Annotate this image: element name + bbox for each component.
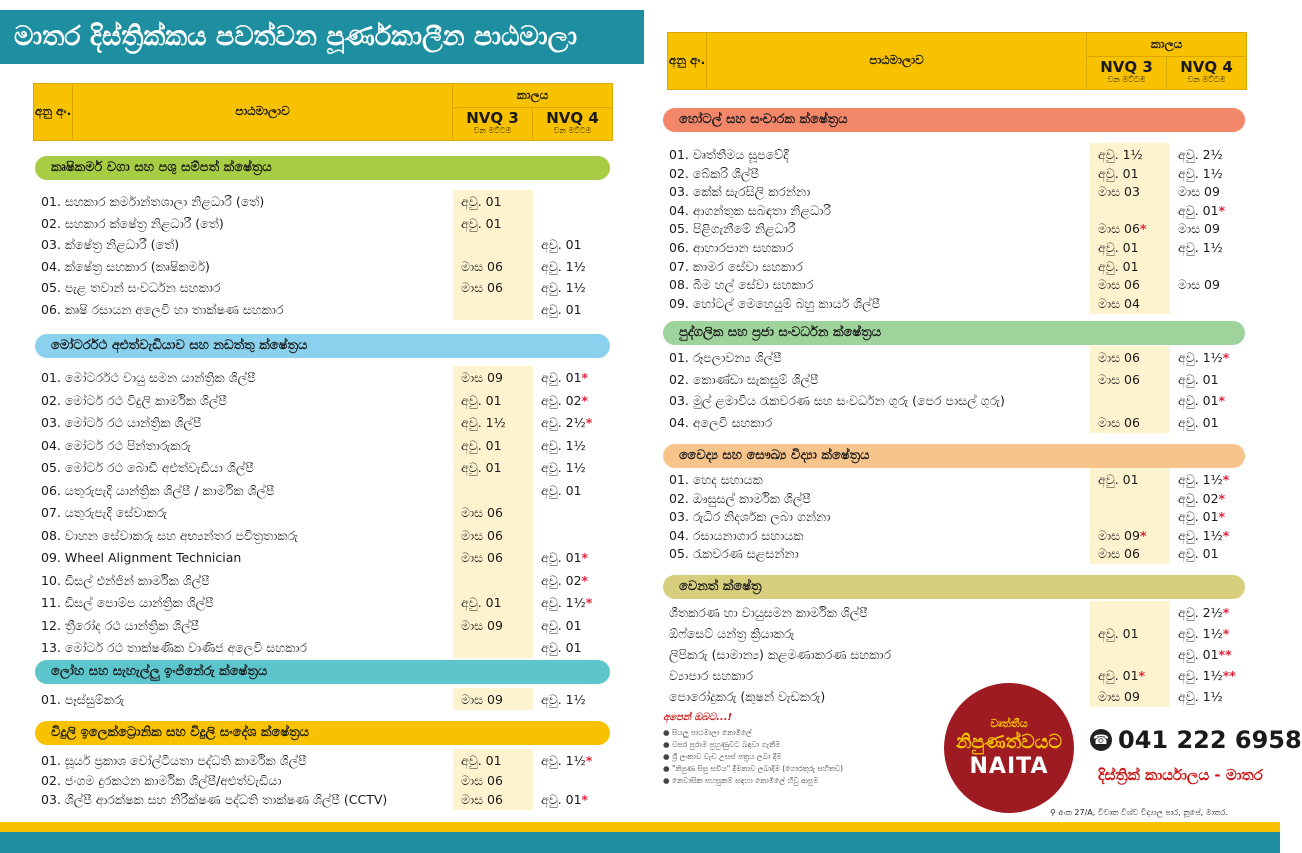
nvq3-duration: අවු. 01 xyxy=(461,437,502,453)
asterisk-mark: * xyxy=(1139,221,1147,237)
course-row xyxy=(669,294,1251,314)
course-name: 04. මෝටර් රථ පින්තාරුකරු xyxy=(41,437,191,453)
course-name: 09. හෝටල් මෙහෙයුම් බහු කාර්ය ශිල්පී xyxy=(669,295,881,311)
nvq3-duration: මාස 06 xyxy=(461,792,503,807)
course-row xyxy=(41,593,616,613)
nvq3-duration: මාස 06 xyxy=(1098,350,1140,365)
asterisk-mark: * xyxy=(581,370,589,385)
course-row xyxy=(41,571,616,591)
course-row xyxy=(669,624,1251,644)
nvq4-duration: අවු. 01* xyxy=(1178,202,1226,218)
nvq4-duration: අවු. 1½ xyxy=(541,280,586,295)
course-name: 05. පිළිගැනීමේ නිළධාරී xyxy=(669,221,796,237)
nvq3-duration: මාස 09 xyxy=(461,370,503,385)
nvq4-duration: අවු. 01* xyxy=(1178,509,1226,524)
nvq3-duration: අවු. 01 xyxy=(461,753,502,768)
header-nvq4: NVQ 4 වන මට්ටම xyxy=(532,108,612,140)
course-name: 01. පෑස්සුම්කරු xyxy=(41,692,125,707)
course-row xyxy=(41,690,616,710)
header-num: අනු අං. xyxy=(34,104,72,119)
course-row xyxy=(41,751,616,771)
nvq4-duration: අවු. 01 xyxy=(541,640,582,655)
asterisk-mark: * xyxy=(1222,527,1230,543)
header-period: කාලය xyxy=(1086,33,1246,57)
nvq4-duration: මාස 09 xyxy=(1178,221,1220,237)
asterisk-mark: * xyxy=(1218,393,1226,408)
nvq4-duration: අවු. 01* xyxy=(1178,393,1226,408)
course-name: 01. හෙද සහායක xyxy=(669,472,763,487)
badge-line2: නිපුණත්වයට xyxy=(955,731,1063,754)
nvq3-duration: මාස 09 xyxy=(461,692,503,707)
course-row xyxy=(669,470,1251,490)
course-row xyxy=(669,489,1251,509)
nvq3-duration: මාස 06 xyxy=(461,280,503,295)
course-name: 03. රුධිර නිදර්ශක ලබා ගන්නා xyxy=(669,509,831,524)
section-heading: පුද්ගලික සහ ප්‍රජා සංවර්ධන ක්ෂේත්‍රය xyxy=(663,321,1245,345)
course-name: ව්‍යාපාර සහකාර xyxy=(669,668,754,683)
nvq4-duration: අවු. 01 xyxy=(541,301,582,317)
nvq3-duration: අවු. 01 xyxy=(461,460,502,475)
course-name: 08. වාහන සේවාකරු සහ අභ්‍යන්තර පවිත්‍රතාකරු xyxy=(41,527,298,543)
nvq3-duration: අවු. 01* xyxy=(1098,668,1146,683)
course-row xyxy=(41,214,616,234)
course-row xyxy=(669,275,1251,295)
course-row xyxy=(669,238,1251,258)
course-row xyxy=(669,257,1251,277)
course-row xyxy=(669,645,1251,665)
benefits-note xyxy=(663,712,963,787)
nvq3-duration: අවු. 01 xyxy=(1098,258,1139,274)
nvq3-duration: මාස 06 xyxy=(461,772,503,788)
header-course: පාඨමාලාව xyxy=(72,84,452,140)
course-name: ඕෆ්සෙට් යන්ත්‍ර ක්‍රියාකරු xyxy=(669,626,795,641)
nvq4-duration: අවු. 02* xyxy=(541,572,589,588)
nvq3-duration: මාස 04 xyxy=(1098,295,1140,311)
course-row xyxy=(669,370,1251,390)
course-row xyxy=(669,666,1251,686)
course-name: 01. සහකාර කර්මාන්තශාලා නිළධාරී (තේ) xyxy=(41,194,265,209)
course-row xyxy=(669,145,1251,165)
course-row xyxy=(669,164,1251,184)
table-header-right xyxy=(667,32,1247,90)
nvq4-duration: අවු. 01 xyxy=(541,617,582,633)
nvq4-duration: අවු. 1½ xyxy=(541,692,586,707)
course-name: 03. මෝටර් රථ යාන්ත්‍රික ශිල්පී xyxy=(41,415,202,430)
course-row xyxy=(41,771,616,791)
course-name: 07. යතුරුපැදි සේවාකරු xyxy=(41,505,168,520)
course-row xyxy=(669,507,1251,527)
asterisk-mark: * xyxy=(1222,626,1230,641)
course-name: 04. ආගන්තුක සබඳතා නිළධාරී xyxy=(669,202,831,218)
section-heading: මෝටර්රථ අළුත්වැඩියාව සහ නඩත්තු ක්ෂේත්‍රය xyxy=(35,334,610,358)
nvq4-duration: අවු. 01 xyxy=(541,482,582,498)
course-row xyxy=(41,616,616,636)
nvq4-duration: අවු. 1½ xyxy=(541,460,586,475)
address: ⚲ අංක 27/A, විවෘත විශ්ව විද්‍යාල පාර, නූපේ, මාතර. xyxy=(1050,808,1229,817)
nvq4-duration: අවු. 1½* xyxy=(541,753,593,768)
course-row xyxy=(669,544,1251,564)
nvq4-duration: අවු. 1½ xyxy=(541,437,586,453)
course-name: 05. රැකවරණ සළසන්නා xyxy=(669,546,799,561)
nvq3-duration: මාස 09* xyxy=(1098,527,1147,543)
course-row xyxy=(41,503,616,523)
header-nvq3: NVQ 3 වන මට්ටම xyxy=(1086,57,1166,89)
course-name: 01. වෘත්තීමය සූපවේදී xyxy=(669,147,789,162)
course-row xyxy=(41,235,616,255)
nvq3-duration: මාස 06 xyxy=(1098,277,1140,293)
course-name: 02. කොණ්ඩා සැකසුම් ශිල්පී xyxy=(669,371,819,387)
course-name: 06. ආහාරපාන සහකාර xyxy=(669,240,794,255)
benefit-item: ● වසර පුරාම පුහුණුවට බඳවා ගැනීම xyxy=(663,740,781,749)
course-name: 02. බේකරි ශිල්පී xyxy=(669,165,759,181)
course-name: 04. ක්ෂේත්‍ර සහකාර (කෘෂිකර්ම) xyxy=(41,258,210,274)
nvq4-duration: අවු. 1½ xyxy=(1178,165,1223,181)
nvq3-duration: මාස 06 xyxy=(1098,371,1140,387)
course-row xyxy=(41,458,616,478)
course-row xyxy=(669,413,1251,433)
benefit-item: ● නෙවාසික පහසුකම් සඳහා නොමිලේ හිවු ආපුම xyxy=(663,776,819,785)
course-row xyxy=(669,219,1251,239)
nvq3-duration: මාස 06 xyxy=(461,505,503,520)
benefits-heading: අපෙන් ඔබට...! xyxy=(663,712,733,723)
header-period: කාලය xyxy=(452,84,612,108)
nvq4-duration: අවු. 1½* xyxy=(1178,350,1230,365)
section-heading: වෛද්‍ය සහ සෞඛ්‍ය විද්‍යා ක්ෂේත්‍රය xyxy=(663,444,1245,468)
course-name: 05. මෝටර් රථ බොඩි අළුත්වැඩියා ශිල්පී xyxy=(41,460,254,475)
nvq4-duration: අවු. 1½* xyxy=(1178,472,1230,487)
course-name: 08. බීම හල් සේවා සහකාර xyxy=(669,277,814,293)
course-name: 04. අලෙවි සහකාර xyxy=(669,414,773,430)
nvq3-duration: අවු. 01 xyxy=(461,392,502,408)
nvq3-duration: මාස 06 xyxy=(461,527,503,543)
course-row xyxy=(669,348,1251,368)
course-row xyxy=(41,548,616,568)
page-title: මාතර දිස්ත්‍රික්කය පවත්වන පූර්ණකාලීන පාඨමාලා xyxy=(0,10,644,64)
nvq4-duration: අවු. 01 xyxy=(1178,414,1219,430)
nvq3-duration: මාස 09 xyxy=(1098,689,1140,704)
nvq4-duration: අවු. 1½ xyxy=(1178,689,1223,704)
course-row xyxy=(41,257,616,277)
nvq3-duration: මාස 03 xyxy=(1098,184,1140,200)
asterisk-mark: * xyxy=(581,792,589,807)
phone-icon: ☎ xyxy=(1090,729,1112,751)
section-heading: කෘෂිකර්ම වගා සහ පශු සම්පත් ක්ෂේත්‍රය xyxy=(35,156,610,180)
course-row xyxy=(41,278,616,298)
section-heading: හෝටල් සහ සංචාරක ක්ෂේත්‍රය xyxy=(663,108,1245,132)
nvq4-duration: අවු. 1½* xyxy=(1178,626,1230,641)
course-row xyxy=(41,391,616,411)
nvq4-duration: අවු. 01* xyxy=(541,792,589,807)
course-name: 03. ශිල්පී ආරක්ෂක සහ නිරීක්ෂණ පද්ධති තාක්ෂණ ශිල්පී (CCTV) xyxy=(41,792,388,807)
course-name: 02. මෝටර් රථ විදුලි කාර්මික ශිල්පී xyxy=(41,392,227,408)
asterisk-mark: * xyxy=(585,595,593,610)
header-nvq4: NVQ 4 වන මට්ටම xyxy=(1166,57,1246,89)
nvq4-duration: අවු. 1½* xyxy=(1178,527,1230,543)
course-name: 06. යතුරුපැදි යාන්ත්‍රික ශිල්පී / කාර්මික ශිල්පී xyxy=(41,482,275,498)
asterisk-mark: ** xyxy=(1218,647,1232,662)
nvq4-duration: අවු. 2½ xyxy=(1178,147,1223,162)
course-name: 09. Wheel Alignment Technician xyxy=(41,550,242,565)
course-name: 02. ජංගම දුරකථන කාර්මික ශිල්පී/අළුත්වැඩියා xyxy=(41,772,282,788)
asterisk-mark: * xyxy=(585,753,593,768)
nvq3-duration: අවු. 1½ xyxy=(461,415,506,430)
course-name: 07. කාමර සේවා සහකාර xyxy=(669,258,803,274)
nvq3-duration: මාස 06 xyxy=(1098,414,1140,430)
course-name: 01. සූර්ය ප්‍රකාශ වෝල්ටීයතා පද්ධති කාර්මික ශිල්පී xyxy=(41,753,307,768)
asterisk-mark: ** xyxy=(1222,668,1236,683)
nvq4-duration: මාස 09 xyxy=(1178,277,1220,293)
course-row xyxy=(41,790,616,810)
course-name: 01. මෝටර්රථ වායු සමන යාන්ත්‍රික ශිල්පී xyxy=(41,370,256,385)
section-heading: වෙනත් ක්ෂේත්‍ර xyxy=(663,575,1245,599)
asterisk-mark: * xyxy=(585,415,593,430)
course-name: 11. ඩීසල් පොම්ප යාන්ත්‍රික ශිල්පී xyxy=(41,595,214,610)
nvq3-duration: අවු. 01 xyxy=(461,194,502,209)
course-name: 03. කේක් සැරසිලි කරන්නා xyxy=(669,184,811,200)
nvq3-duration: මාස 06 xyxy=(1098,546,1140,561)
asterisk-mark: * xyxy=(1138,668,1146,683)
asterisk-mark: * xyxy=(581,572,589,588)
naita-badge xyxy=(944,683,1074,813)
course-name: 04. රසායනාගාර සහායක xyxy=(669,527,804,543)
course-name: 06. කෘෂි රසායන අලෙවි හා තාක්ෂණ සහකාර xyxy=(41,301,284,317)
course-row xyxy=(669,201,1251,221)
benefit-item: ● ශ්‍රී ලංකාව වැඩ උසස් පත්‍රය ලබා දීම xyxy=(663,752,782,761)
nvq4-duration: අවු. 1½* xyxy=(541,595,593,610)
course-row xyxy=(41,368,616,388)
phone-number[interactable] xyxy=(1090,726,1302,754)
asterisk-mark: * xyxy=(1218,509,1226,524)
phone-text: 041 222 6958 xyxy=(1118,726,1302,754)
nvq4-duration: අවු. 02* xyxy=(541,392,589,408)
benefit-item: ● "නිපුණ සිසු සවිය" දීමනාව ලබාදීම (ගොරතුරු සහිතව) xyxy=(663,764,844,773)
nvq4-duration: අවු. 01 xyxy=(1178,371,1219,387)
nvq4-duration: අවු. 01 xyxy=(1178,546,1219,561)
nvq4-duration: අවු. 1½ xyxy=(541,258,586,274)
badge-logo-text: NAITA xyxy=(969,753,1049,779)
header-num: අනු අං. xyxy=(668,53,706,68)
asterisk-mark: * xyxy=(1218,202,1226,218)
nvq4-duration: අවු. 2½* xyxy=(1178,605,1230,620)
asterisk-mark: * xyxy=(581,392,589,408)
course-row xyxy=(669,391,1251,411)
course-row xyxy=(41,436,616,456)
nvq4-duration: අවු. 01* xyxy=(541,370,589,385)
course-row xyxy=(669,182,1251,202)
nvq4-duration: අවු. 1½ xyxy=(1178,240,1223,255)
course-name: 03. මුල් ළමාවිය රැකවරණ සහ සංවර්ධන ගුරු (පෙර පාසල් ගුරු) xyxy=(669,393,1005,408)
table-header-left xyxy=(33,83,613,141)
course-name: පොරෝදුකරු (කුෂන් වැඩකරු) xyxy=(669,689,826,704)
course-row xyxy=(41,526,616,546)
course-name: ශීතකරණ හා වායුසමන කාර්මික ශිල්පී xyxy=(669,605,868,620)
section-heading: විදුලි ඉලෙක්ට්‍රොනික සහ විදුලි සංදේශ ක්ෂේත්‍රය xyxy=(35,721,610,745)
course-row xyxy=(669,603,1251,623)
office-name: දිස්ත්‍රික් කාර්යාලය - මාතර xyxy=(1098,766,1263,784)
course-name: 02. සහකාර ක්ෂේත්‍ර නිළධාරී (තේ) xyxy=(41,215,224,231)
asterisk-mark: * xyxy=(1222,472,1230,487)
course-name: 10. ඩීසල් එන්ජින් කාර්මික ශිල්පී xyxy=(41,572,210,588)
nvq4-duration: මාස 09 xyxy=(1178,184,1220,200)
nvq3-duration: මාස 06* xyxy=(1098,221,1147,237)
course-row xyxy=(41,413,616,433)
nvq3-duration: අවු. 01 xyxy=(1098,626,1139,641)
nvq3-duration: අවු. 01 xyxy=(1098,165,1139,181)
section-heading: ලෝහ සහ සැහැල්ලු ඉංජිනේරු ක්ෂේත්‍රය xyxy=(35,660,610,684)
nvq3-duration: අවු. 01 xyxy=(461,595,502,610)
nvq3-duration: අවු. 1½ xyxy=(1098,147,1143,162)
course-row xyxy=(41,300,616,320)
nvq3-duration: මාස 06 xyxy=(461,550,503,565)
nvq3-duration: මාස 06 xyxy=(461,258,503,274)
badge-line1: වෘත්තීය xyxy=(990,717,1028,731)
course-name: 12. ත්‍රීරෝද රථ යාන්ත්‍රික ශිල්පී xyxy=(41,617,200,633)
course-name: ලිපිකරු (සාමාන්‍ය) කළමණාකරණ සහකාර xyxy=(669,647,892,662)
nvq3-duration: අවු. 01 xyxy=(1098,472,1139,487)
course-name: 13. මෝටර් රථ තාක්ෂණික වාණිජ අලෙවි සහකාර xyxy=(41,640,307,655)
asterisk-mark: * xyxy=(1218,490,1226,506)
course-row xyxy=(41,192,616,212)
header-nvq3: NVQ 3 වන මට්ටම xyxy=(452,108,532,140)
nvq3-duration: අවු. 01 xyxy=(461,215,502,231)
nvq4-duration: අවු. 02* xyxy=(1178,490,1226,506)
header-course: පාඨමාලාව xyxy=(706,33,1086,89)
course-row xyxy=(41,638,616,658)
asterisk-mark: * xyxy=(1139,527,1147,543)
footer-band-teal xyxy=(0,832,1280,853)
asterisk-mark: * xyxy=(1222,350,1230,365)
course-row xyxy=(41,481,616,501)
asterisk-mark: * xyxy=(1222,605,1230,620)
course-name: 05. පැළ තවාන් සංවර්ධන සහකාර xyxy=(41,280,221,295)
nvq4-duration: අවු. 1½** xyxy=(1178,668,1236,683)
course-name: 01. රූපලාවන්‍ය ශිල්පී xyxy=(669,350,782,365)
nvq4-duration: අවු. 01** xyxy=(1178,647,1232,662)
nvq4-duration: අවු. 01* xyxy=(541,550,589,565)
course-name: 03. ක්ෂේත්‍ර නිළධාරී (තේ) xyxy=(41,237,180,252)
nvq4-duration: අවු. 01 xyxy=(541,237,582,252)
nvq4-duration: අවු. 2½* xyxy=(541,415,593,430)
benefit-item: ● සියලු පාඨමාලා නොමිලේ xyxy=(663,728,752,737)
nvq3-duration: අවු. 01 xyxy=(1098,240,1139,255)
course-row xyxy=(669,526,1251,546)
asterisk-mark: * xyxy=(581,550,589,565)
course-name: 02. ඖසුසල් කාර්මික ශිල්පී xyxy=(669,490,811,506)
nvq3-duration: මාස 09 xyxy=(461,617,503,633)
location-pin-icon: ⚲ xyxy=(1050,808,1059,817)
